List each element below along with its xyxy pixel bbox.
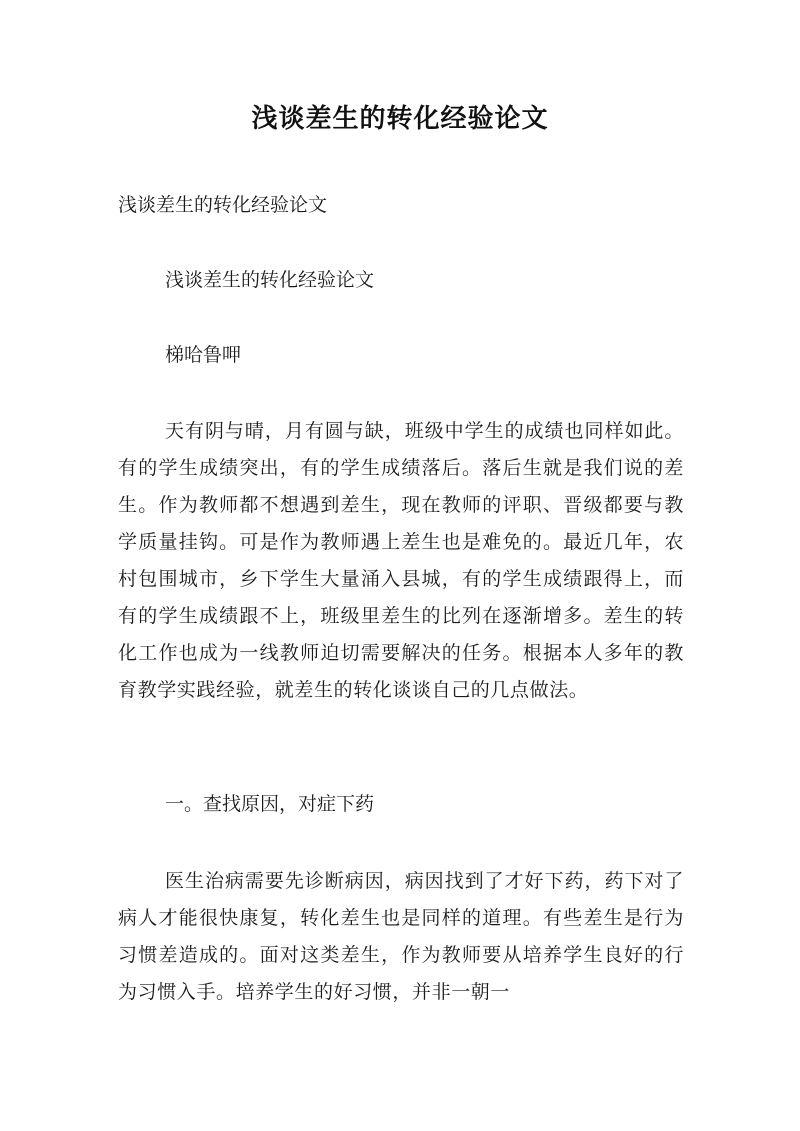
- document-title: 浅谈差生的转化经验论文: [251, 104, 549, 134]
- paragraph-body: 医生治病需要先诊断病因，病因找到了才好下药，药下对了病人才能很快康复，转化差生也是同样的道理。有些差生是行为习惯差造成的。面对这类差生，作为教师要从培养学生良好的行为习惯入手。培养学生的好习惯，并非一朝一: [118, 870, 684, 1003]
- author-name: 梯哈鲁呷: [165, 344, 242, 366]
- subtitle-line: 浅谈差生的转化经验论文: [118, 194, 328, 216]
- paragraph-intro: 天有阴与晴，月有圆与缺，班级中学生的成绩也同样如此。有的学生成绩突出，有的学生成绩落后。落后生就是我们说的差生。作为教师都不想遇到差生，现在教师的评职、晋级都要与教学质量挂钩。可是作为教师遇上差生也是难免的。最近几年，农村包围城市，乡下学生大量涌入县城，有的学生成绩跟得上，而有的学生成绩跟不上，班级里差生的比列在逐渐增多。差生的转化工作也成为一线教师迫切需要解决的任务。根据本人多年的教育教学实践经验，就差生的转化谈谈自己的几点做法。: [118, 420, 684, 701]
- section-heading: 一。查找原因，对症下药: [165, 793, 375, 815]
- subtitle-indented-line: 浅谈差生的转化经验论文: [165, 269, 375, 291]
